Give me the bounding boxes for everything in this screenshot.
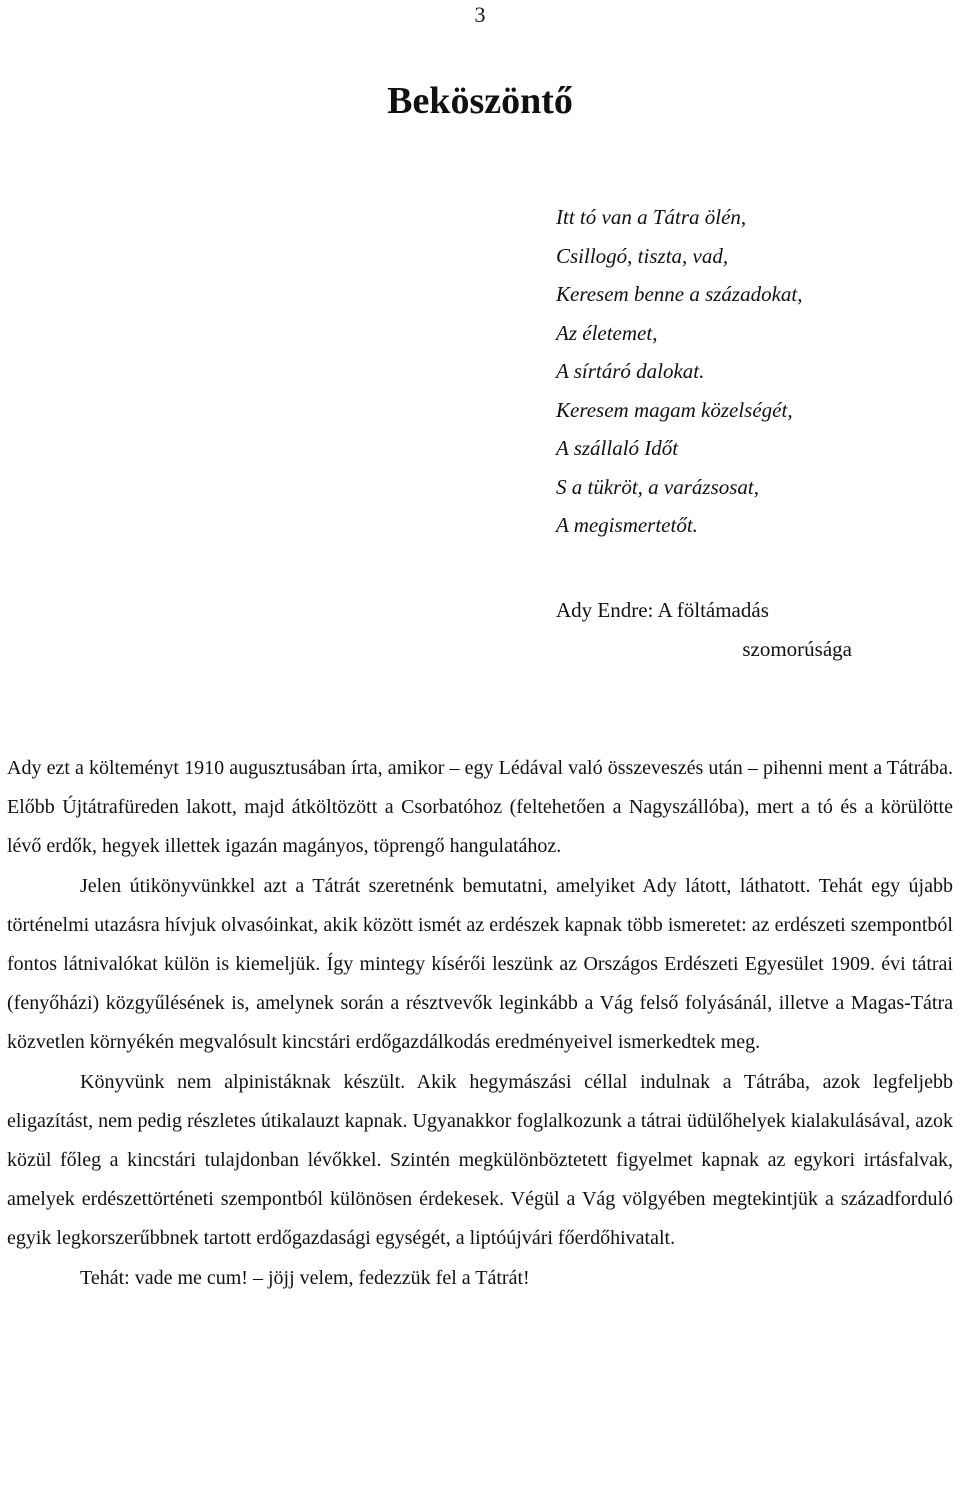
poem-epigraph [556,198,803,545]
poem-line: A megismertetőt. [556,513,698,537]
poem-line: Keresem magam közelségét, [556,397,793,422]
poem-line: S a tükröt, a varázsosat, [556,474,760,499]
paragraph: Ady ezt a költeményt 1910 augusztusában írta, amikor – egy Lédával való összeveszés után – pihenni ment a Tátrába. Előbb Újtátrafüreden lakott, majd átköltözött a Csorbatóhoz (feltehetően a Nagyszállóba), mert a tó és a körülötte lévő erdők, hegyek illettek igazán magányos, töprengő hangulatához. [7,757,953,858]
poem-line: A szállaló Időt [556,436,679,460]
body-text [7,749,953,1298]
attribution-title-continuation: szomorúsága [742,637,852,661]
page-number: 3 [474,2,486,27]
poem-line: Csillogó, tiszta, vad, [556,243,729,268]
paragraph: Jelen útikönyvünkkel azt a Tátrát szeretnénk bemutatni, amelyiket Ady látott, láthatott. Tehát egy újabb történelmi utazásra hívjuk olvasóinkat, akik között ismét az erdészek kapnak több ismeretet: az erdészeti szempontból fontos látnivalókat külön is kiemeljük. Így mintegy kísérői leszünk az Országos Erdészeti Egyesület 1909. évi tátrai (fenyőházi) közgyűlésének is, amelynek során a résztvevők leginkább a Vág felső folyásánál, illetve a Magas-Tátra közvetlen környékén megvalósult kincstári erdőgazdálkodás eredményeivel ismerkedtek meg. [7,874,953,1054]
poem-line: Itt tó van a Tátra ölén, [556,205,747,229]
paragraph: Könyvünk nem alpinistáknak készült. Akik hegymászási céllal indulnak a Tátrába, azok legfeljebb eligazítást, nem pedig részletes útikalauzt kapnak. Ugyanakkor foglalkozunk a tátrai üdülőhelyek kialakulásával, azok közül főleg a kincstári tulajdonban lévőkkel. Szintén megkülönböztetett figyelmet kapnak az egykori irtásfalvak, amelyek erdészettörténeti szempontból különösen érdekesek. Végül a Vág völgyében megtekintjük a századforduló egyik legkorszerűbbnek tartott erdőgazdasági egységét, a liptóújvári főerdőhivatalt. [7,1070,953,1250]
closing-paragraph: Tehát: vade me cum! – jöjj velem, fedezzük fel a Tátrát! [80,1266,530,1289]
page-title: Beköszöntő [387,80,573,122]
poem-line: A sírtáró dalokat. [556,359,705,383]
attribution-author-title: Ady Endre: A föltámadás [556,598,769,622]
poem-line: Keresem benne a századokat, [556,282,803,306]
poem-attribution [556,591,852,669]
poem-line: Az életemet, [556,320,658,345]
